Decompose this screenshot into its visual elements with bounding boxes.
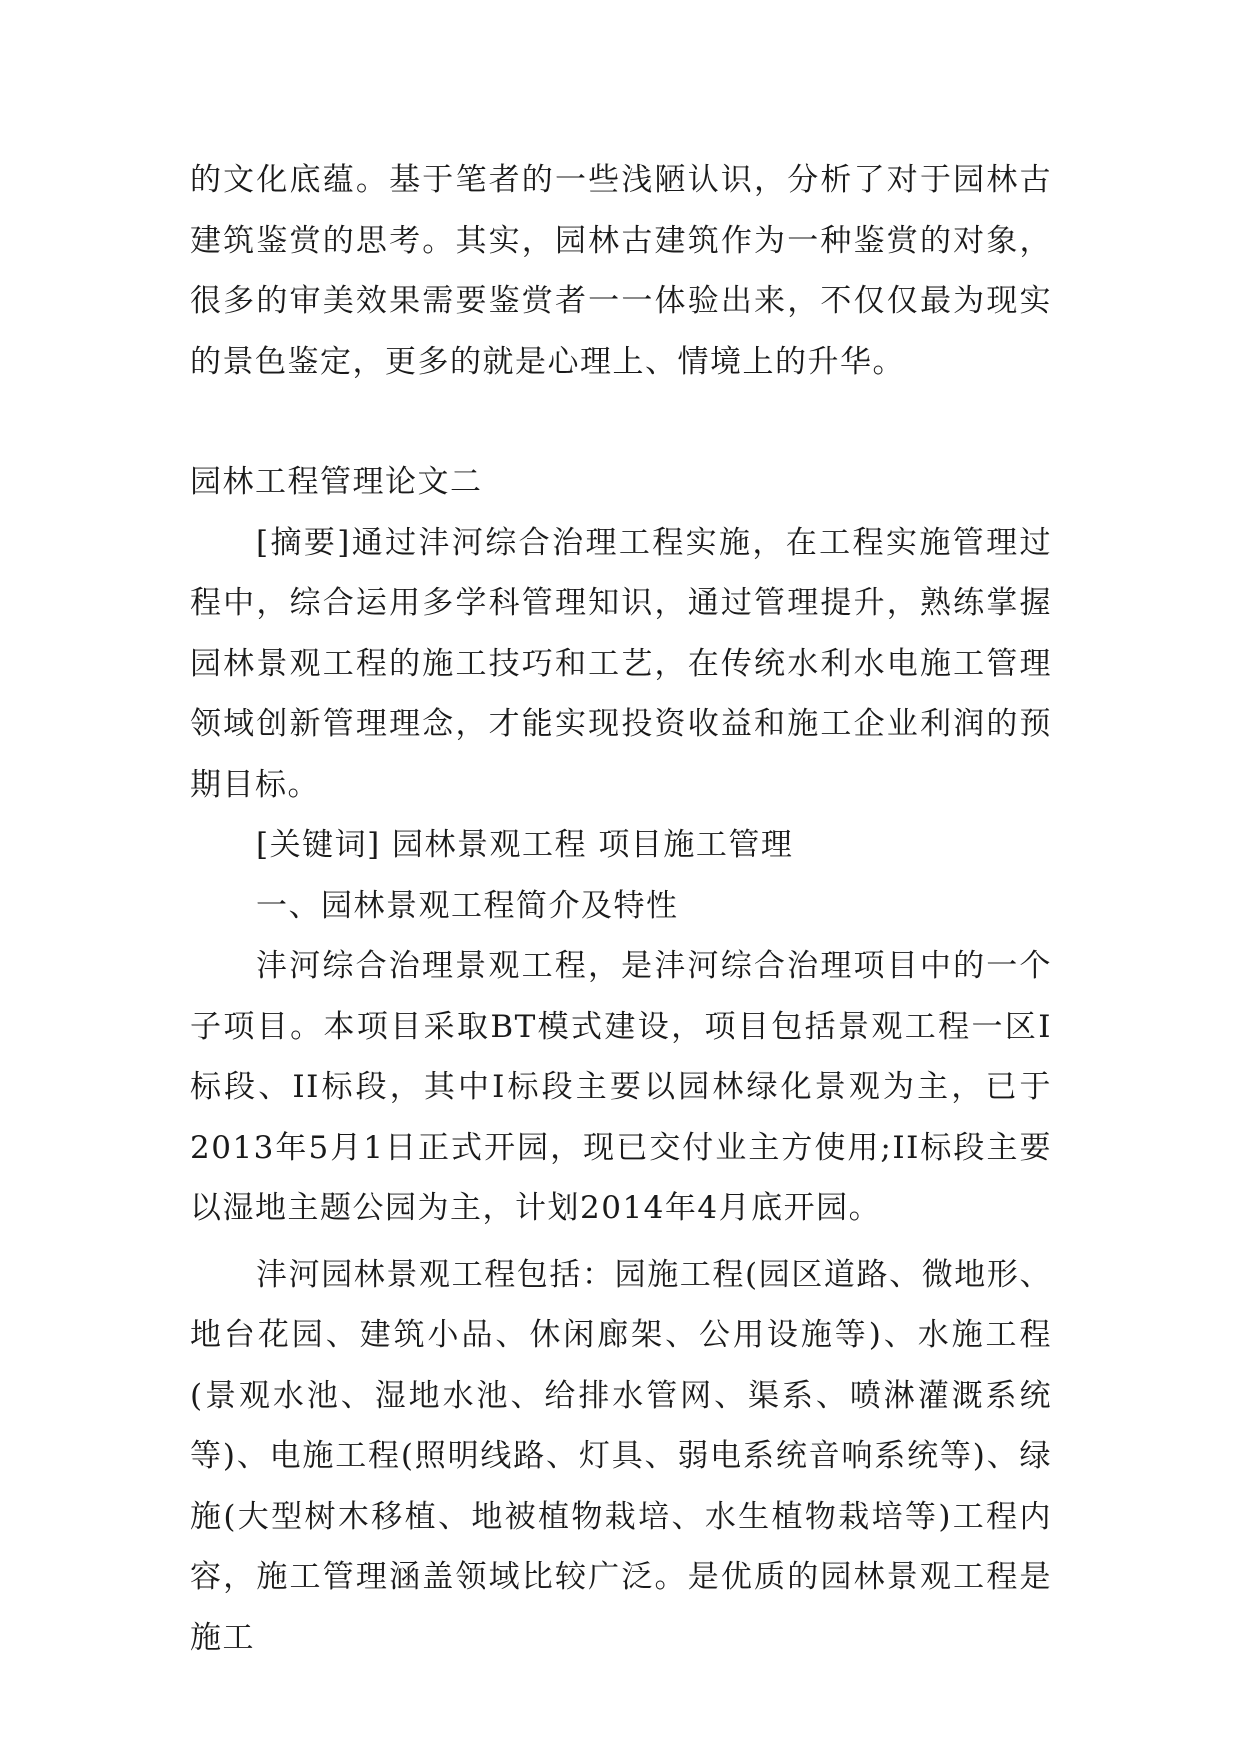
paragraph-gap bbox=[190, 392, 1052, 452]
abstract-paragraph: [摘要]通过沣河综合治理工程实施，在工程实施管理过程中，综合运用多学科管理知识，通过管理提升，熟练掌握园林景观工程的施工技巧和工艺，在传统水利水电施工管理领域创新管理理念，才能实现投资收益和施工企业利润的预期目标。 bbox=[190, 524, 1052, 803]
section-title: 园林工程管理论文二 bbox=[190, 464, 483, 500]
body-paragraph-2: 沣河园林景观工程包括：园施工程(园区道路、微地形、地台花园、建筑小品、休闲廊架、公用设施等)、水施工程(景观水池、湿地水池、给排水管网、渠系、喷淋灌溉系统等)、电施工程(照明线路、灯具、弱电系统音响系统等)、绿施(大型树木移植、地被植物栽培、水生植物栽培等)工程内容，施工管理涵盖领域比较广泛。是优质的园林景观工程是施工 bbox=[190, 1256, 1052, 1656]
heading-one: 一、园林景观工程简介及特性 bbox=[256, 887, 679, 924]
document-body bbox=[190, 150, 1052, 1668]
body-paragraph-1: 沣河综合治理景观工程，是沣河综合治理项目中的一个子项目。本项目采取BT模式建设，项目包括景观工程一区I标段、II标段，其中I标段主要以园林绿化景观为主，已于2013年5月1日正式开园，现已交付业主方使用;II标段主要以湿地主题公园为主，计划2014年4月底开园。 bbox=[190, 948, 1052, 1226]
keywords-line: [关键词] 园林景观工程 项目施工管理 bbox=[256, 827, 794, 863]
continued-paragraph: 的文化底蕴。基于笔者的一些浅陋认识，分析了对于园林古建筑鉴赏的思考。其实，园林古建筑作为一种鉴赏的对象，很多的审美效果需要鉴赏者一一体验出来，不仅仅最为现实的景色鉴定，更多的就是心理上、情境上的升华。 bbox=[190, 162, 1052, 380]
